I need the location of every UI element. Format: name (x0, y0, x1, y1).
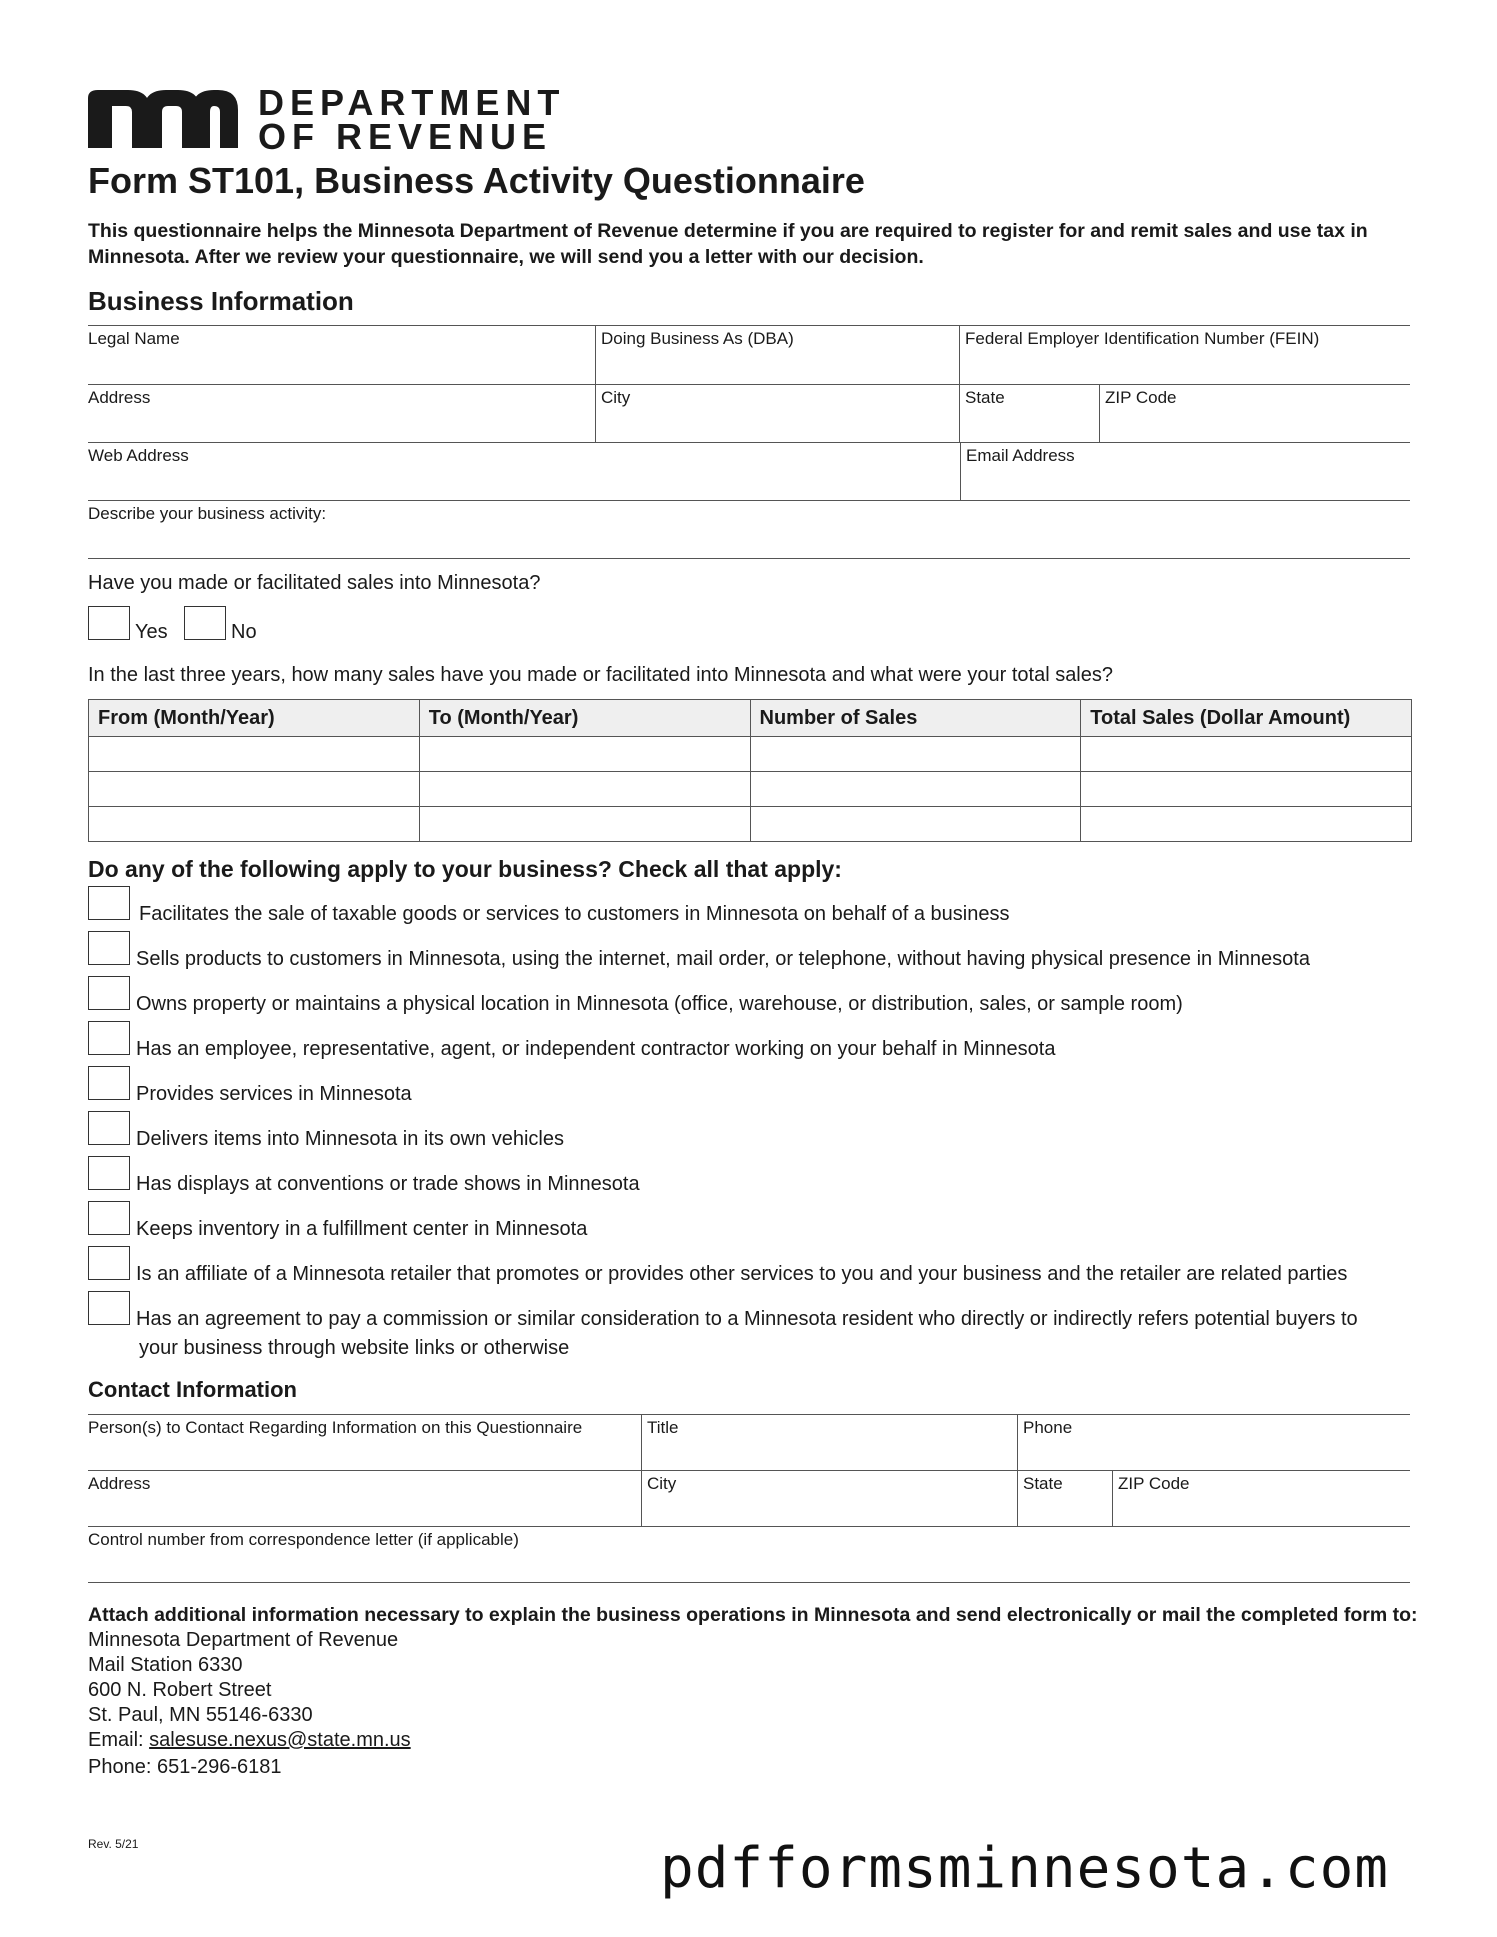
email-line (88, 1728, 411, 1755)
check-item-displays[interactable] (88, 1156, 1418, 1199)
contact-person-label: Person(s) to Contact Regarding Information on this Questionnaire (88, 1418, 583, 1437)
email-label: Email: (88, 1729, 150, 1751)
check-label: Provides services in Minnesota (136, 1083, 412, 1105)
control-number-field[interactable] (88, 1527, 1410, 1583)
mailing-address (88, 1628, 411, 1780)
watermark: pdfformsminnesota.com (660, 1836, 1390, 1901)
contact-phone-label: Phone (1023, 1418, 1073, 1437)
check-item-owns-property[interactable] (88, 976, 1418, 1019)
dept-line-1: DEPARTMENT (258, 82, 566, 123)
legal-name-label: Legal Name (88, 329, 180, 348)
number-input[interactable] (750, 807, 1081, 842)
contact-person-field[interactable] (88, 1415, 641, 1471)
table-row (89, 772, 1412, 807)
fein-field[interactable] (959, 326, 1410, 385)
business-info-heading: Business Information (88, 286, 354, 316)
dba-field[interactable] (595, 326, 959, 385)
business-activity-label: Describe your business activity: (88, 504, 327, 523)
contact-info-heading: Contact Information (88, 1377, 297, 1402)
check-label: Delivers items into Minnesota in its own vehicles (136, 1128, 564, 1150)
check-label: Has displays at conventions or trade shows in Minnesota (136, 1173, 640, 1195)
web-address-field[interactable] (88, 443, 960, 501)
sales-table-question: In the last three years, how many sales have you made or facilitated into Minnesota and what were your total sales? (88, 664, 1113, 686)
contact-row-1 (88, 1414, 1410, 1471)
city-field[interactable] (595, 385, 959, 443)
number-input[interactable] (750, 772, 1081, 807)
contact-zip-label: ZIP Code (1118, 1474, 1190, 1493)
checks-heading: Do any of the following apply to your business? Check all that apply: (88, 856, 842, 882)
from-input[interactable] (89, 772, 420, 807)
check-item-inventory[interactable] (88, 1201, 1418, 1244)
contact-city-field[interactable] (641, 1471, 1017, 1527)
total-input[interactable] (1081, 737, 1412, 772)
revision-date: Rev. 5/21 (88, 1837, 139, 1851)
business-row-1 (88, 325, 1410, 385)
no-checkbox[interactable] (184, 606, 226, 640)
contact-state-label: State (1023, 1474, 1063, 1493)
business-activity-field[interactable] (88, 501, 1410, 559)
checkbox[interactable] (88, 976, 130, 1010)
col-number-of-sales: Number of Sales (750, 700, 1081, 737)
yes-label: Yes (135, 621, 168, 643)
sales-question: Have you made or facilitated sales into Minnesota? (88, 572, 541, 594)
no-option[interactable] (184, 606, 257, 643)
address-label: Address (88, 388, 151, 407)
address-line-2: Mail Station 6330 (88, 1654, 243, 1676)
checkbox[interactable] (88, 1021, 130, 1055)
sales-table-header (89, 700, 1412, 737)
check-item-delivers[interactable] (88, 1111, 1418, 1154)
control-number-label: Control number from correspondence letter (if applicable) (88, 1530, 519, 1549)
checkbox[interactable] (88, 1156, 130, 1190)
checkbox[interactable] (88, 886, 130, 920)
state-label: State (965, 388, 1005, 407)
intro-text: This questionnaire helps the Minnesota Department of Revenue determine if you are required to register for and remit sales and use tax in Minnesota. After we review your questionnaire, we will send you a letter with our decision. (88, 220, 1368, 268)
check-label: Owns property or maintains a physical location in Minnesota (office, warehouse, or distribution, sales, or sample room) (136, 993, 1183, 1015)
checkbox[interactable] (88, 1111, 130, 1145)
checkbox[interactable] (88, 1246, 130, 1280)
check-label: Sells products to customers in Minnesota, using the internet, mail order, or telephone, without having physical presence in Minnesota (136, 948, 1310, 970)
check-label-line-1: Has an agreement to pay a commission or similar consideration to a Minnesota resident who directly or indirectly refers potential buyers to (136, 1308, 1358, 1330)
business-row-3 (88, 442, 1410, 501)
fein-label: Federal Employer Identification Number (FEIN) (965, 329, 1320, 348)
yes-checkbox[interactable] (88, 606, 130, 640)
contact-city-label: City (647, 1474, 677, 1493)
contact-phone-field[interactable] (1017, 1415, 1410, 1471)
checkbox[interactable] (88, 1201, 130, 1235)
email-address-field[interactable] (960, 443, 1410, 501)
business-row-2 (88, 384, 1410, 443)
col-total-sales: Total Sales (Dollar Amount) (1081, 700, 1412, 737)
checkbox[interactable] (88, 1066, 130, 1100)
check-item-facilitates[interactable] (88, 886, 1418, 929)
contact-address-label: Address (88, 1474, 151, 1493)
address-line-4: St. Paul, MN 55146-6330 (88, 1704, 313, 1726)
check-label-line-2: your business through website links or otherwise (139, 1337, 570, 1359)
col-from: From (Month/Year) (89, 700, 420, 737)
check-label (136, 1291, 1358, 1363)
address-field[interactable] (88, 385, 595, 443)
web-address-label: Web Address (88, 446, 189, 465)
to-input[interactable] (419, 807, 750, 842)
table-row (89, 737, 1412, 772)
city-label: City (601, 388, 631, 407)
divider (88, 558, 1410, 559)
check-label: Has an employee, representative, agent, or independent contractor working on your behalf in Minnesota (136, 1038, 1056, 1060)
contact-title-label: Title (647, 1418, 679, 1437)
yes-option[interactable] (88, 606, 168, 643)
department-name (258, 82, 566, 157)
department-logo (88, 82, 566, 157)
contact-address-field[interactable] (88, 1471, 641, 1527)
address-line-3: 600 N. Robert Street (88, 1679, 272, 1701)
number-input[interactable] (750, 737, 1081, 772)
state-field[interactable] (959, 385, 1099, 443)
total-input[interactable] (1081, 772, 1412, 807)
total-input[interactable] (1081, 807, 1412, 842)
dept-line-2: OF REVENUE (258, 116, 553, 157)
email-address-label: Email Address (966, 446, 1075, 465)
contact-row-3 (88, 1526, 1410, 1583)
to-input[interactable] (419, 737, 750, 772)
table-row (89, 807, 1412, 842)
checkbox[interactable] (88, 1291, 130, 1325)
check-item-services[interactable] (88, 1066, 1418, 1109)
to-input[interactable] (419, 772, 750, 807)
sales-table (88, 699, 1412, 842)
from-input[interactable] (89, 807, 420, 842)
no-label: No (231, 621, 257, 643)
zip-label: ZIP Code (1105, 388, 1177, 407)
dba-label: Doing Business As (DBA) (601, 329, 794, 348)
check-item-affiliate[interactable] (88, 1246, 1418, 1289)
checkbox[interactable] (88, 931, 130, 965)
from-input[interactable] (89, 737, 420, 772)
check-item-remote-sales[interactable] (88, 931, 1418, 974)
col-to: To (Month/Year) (419, 700, 750, 737)
address-line-1: Minnesota Department of Revenue (88, 1629, 399, 1651)
contact-state-field[interactable] (1017, 1471, 1112, 1527)
check-label: Facilitates the sale of taxable goods or services to customers in Minnesota on behalf of a business (139, 903, 1010, 925)
divider (88, 1582, 1410, 1583)
email-link[interactable]: salesuse.nexus@state.mn.us (149, 1729, 411, 1751)
form-title: Form ST101, Business Activity Questionnaire (88, 160, 865, 201)
check-item-employee[interactable] (88, 1021, 1418, 1064)
mn-logo-icon (88, 88, 238, 150)
contact-zip-field[interactable] (1112, 1471, 1410, 1527)
business-row-4 (88, 500, 1410, 559)
check-label: Keeps inventory in a fulfillment center in Minnesota (136, 1218, 588, 1240)
check-label: Is an affiliate of a Minnesota retailer that promotes or provides other services to you and your business and the retailer are related parties (136, 1263, 1348, 1285)
contact-title-field[interactable] (641, 1415, 1017, 1471)
check-item-commission[interactable] (88, 1291, 1418, 1363)
mailing-heading: Attach additional information necessary to explain the business operations in Minnesota and send electronically or mail the completed form to: (88, 1604, 1418, 1626)
phone-line: Phone: 651-296-6181 (88, 1756, 282, 1778)
zip-field[interactable] (1099, 385, 1410, 443)
legal-name-field[interactable] (88, 326, 595, 385)
contact-row-2 (88, 1470, 1410, 1527)
